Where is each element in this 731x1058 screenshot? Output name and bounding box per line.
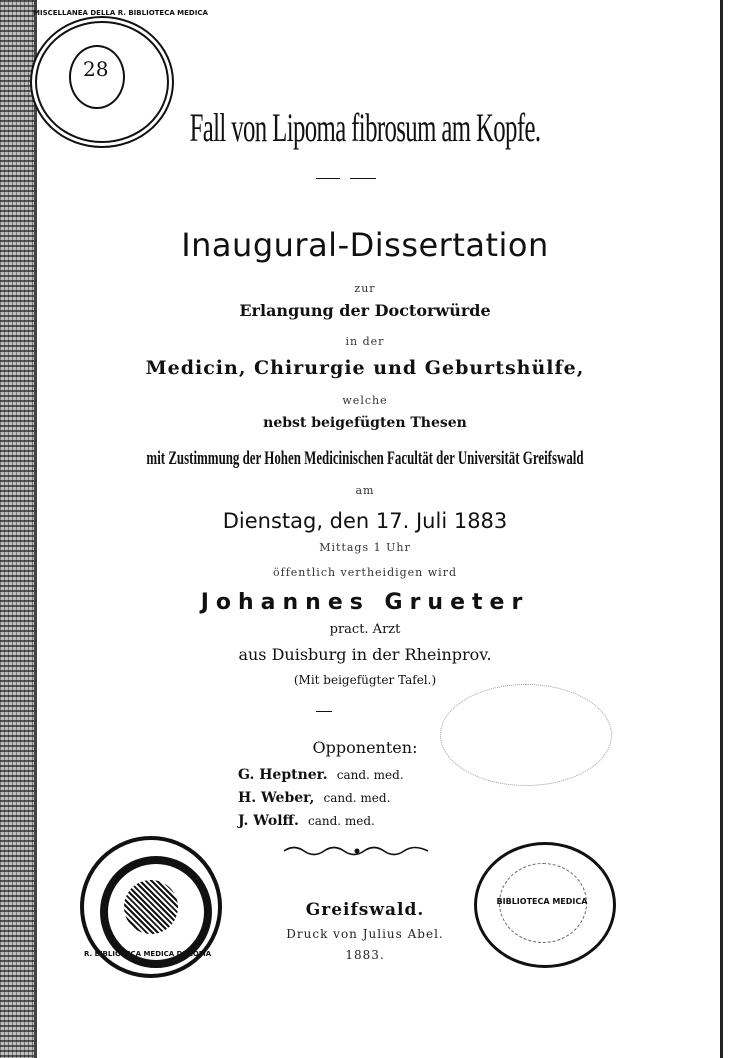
author-name: Johannes Grueter [200, 590, 530, 615]
imprint-printer: Druck von Julius Abel. [286, 927, 444, 941]
text-faculty: mit Zustimmung der Hohen Medicinischen Facultät der Universität Greifswald [146, 448, 584, 469]
text-defend: öffentlich vertheidigen wird [273, 566, 457, 579]
ornament-divider [282, 844, 432, 858]
opponent-title: cand. med. [323, 791, 391, 805]
opponent-title: cand. med. [307, 814, 375, 828]
defense-date: Dienstag, den 17. Juli 1883 [222, 509, 508, 533]
title-rule-right [350, 178, 376, 179]
author-origin: aus Duisburg in der Rheinprov. [238, 645, 492, 664]
document-title: Fall von Lipoma fibrosum am Kopfe. [189, 105, 541, 150]
plate-note: (Mit beigefügter Tafel.) [293, 673, 437, 687]
opponents-list [238, 764, 404, 829]
opponents-heading: Opponenten: [312, 738, 418, 757]
opponent-row [238, 764, 404, 783]
text-fields: Medicin, Chirurgie und Geburtshülfe, [145, 357, 585, 379]
stamp-number: 28 [83, 57, 109, 81]
faint-stamp [440, 684, 612, 786]
dissertation-heading: Inaugural-Dissertation [181, 226, 549, 264]
opponent-name: H. Weber, [238, 790, 315, 806]
page-right-edge [720, 0, 723, 1058]
author-title: pract. Arzt [329, 622, 401, 637]
separator-rule [316, 711, 332, 712]
defense-time: Mittags 1 Uhr [319, 541, 411, 554]
text-zur: zur [354, 282, 376, 295]
text-erlangung: Erlangung der Doctorwürde [239, 301, 491, 320]
stamp-ring-text: R. BIBLIOTECA MEDICA DI ROMA [84, 950, 212, 958]
book-spine [0, 0, 34, 1058]
text-am: am [355, 484, 375, 497]
stamp-ring-text: MISCELLANEA DELLA R. BIBLIOTECA MEDICA [33, 9, 208, 17]
opponent-row [238, 810, 404, 829]
text-in-der: in der [345, 335, 385, 348]
text-welche: welche [342, 394, 388, 407]
opponent-name: G. Heptner. [238, 767, 328, 783]
text-nebst: nebst beigefügten Thesen [263, 415, 467, 431]
imprint-year: 1883. [345, 948, 385, 962]
title-rule-left [316, 178, 340, 179]
opponent-title: cand. med. [336, 768, 404, 782]
library-stamp-top-left [30, 9, 208, 148]
spine-edge [34, 0, 37, 1058]
opponent-name: J. Wolff. [238, 813, 299, 829]
opponent-row [238, 787, 404, 806]
imprint-place: Greifswald. [305, 900, 425, 920]
stamp-ring-text: BIBLIOTECA MEDICA [496, 897, 588, 906]
